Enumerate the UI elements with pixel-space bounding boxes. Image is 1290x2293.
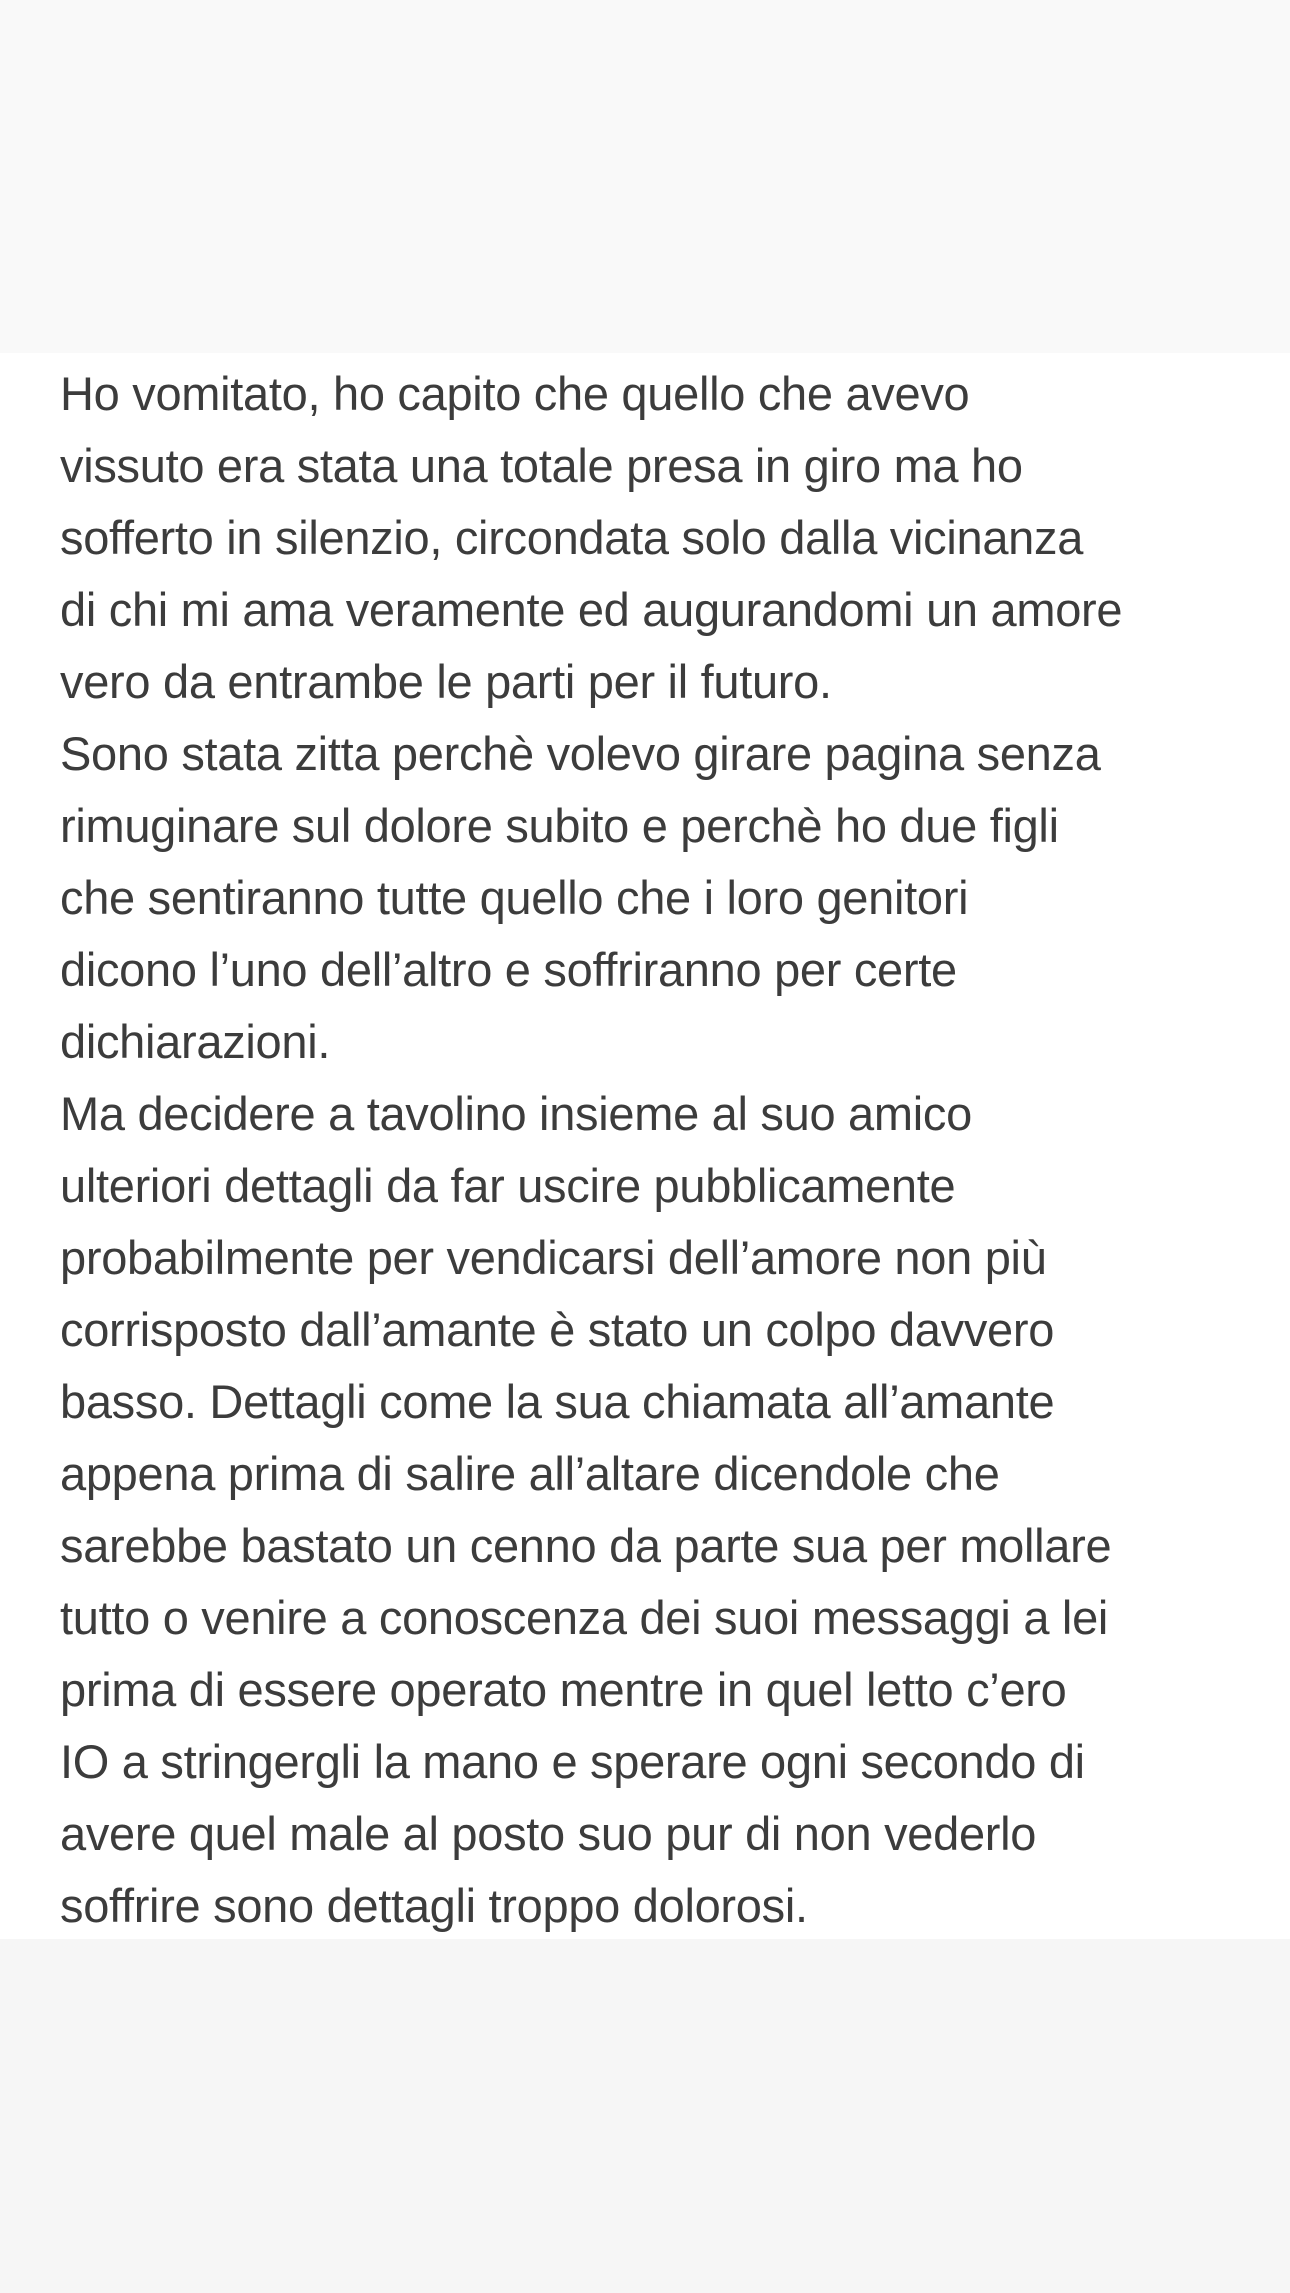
note-text	[60, 358, 1260, 1942]
note-line: sofferto in silenzio, circondata solo dalla vicinanza	[60, 511, 1084, 564]
note-line: di chi mi ama veramente ed augurandomi un amore	[60, 583, 1123, 636]
note-line: basso. Dettagli come la sua chiamata all’amante	[60, 1375, 1055, 1428]
note-line: dichiarazioni.	[60, 1015, 331, 1068]
top-blank-area	[0, 0, 1290, 353]
note-line: rimuginare sul dolore subito e perchè ho due figli	[60, 799, 1059, 852]
note-line: vero da entrambe le parti per il futuro.	[60, 655, 832, 708]
note-line: prima di essere operato mentre in quel letto c’ero	[60, 1663, 1067, 1716]
note-line: IO a stringergli la mano e sperare ogni secondo di	[60, 1735, 1085, 1788]
note-line: tutto o venire a conoscenza dei suoi messaggi a lei	[60, 1591, 1109, 1644]
note-line: sarebbe bastato un cenno da parte sua per mollare	[60, 1519, 1112, 1572]
note-line: ulteriori dettagli da far uscire pubblicamente	[60, 1159, 956, 1212]
note-line: Sono stata zitta perchè volevo girare pagina senza	[60, 727, 1101, 780]
note-line: vissuto era stata una totale presa in giro ma ho	[60, 439, 1023, 492]
note-line: appena prima di salire all’altare dicendole che	[60, 1447, 1000, 1500]
bottom-blank-area	[0, 1939, 1290, 2293]
note-line: soffrire sono dettagli troppo dolorosi.	[60, 1879, 808, 1932]
note-line: dicono l’uno dell’altro e soffriranno per certe	[60, 943, 957, 996]
note-line: Ma decidere a tavolino insieme al suo amico	[60, 1087, 972, 1140]
note-line: corrisposto dall’amante è stato un colpo davvero	[60, 1303, 1055, 1356]
note-line: probabilmente per vendicarsi dell’amore non più	[60, 1231, 1047, 1284]
note-line: Ho vomitato, ho capito che quello che avevo	[60, 367, 970, 420]
note-line: che sentiranno tutte quello che i loro genitori	[60, 871, 969, 924]
note-line: avere quel male al posto suo pur di non vederlo	[60, 1807, 1037, 1860]
